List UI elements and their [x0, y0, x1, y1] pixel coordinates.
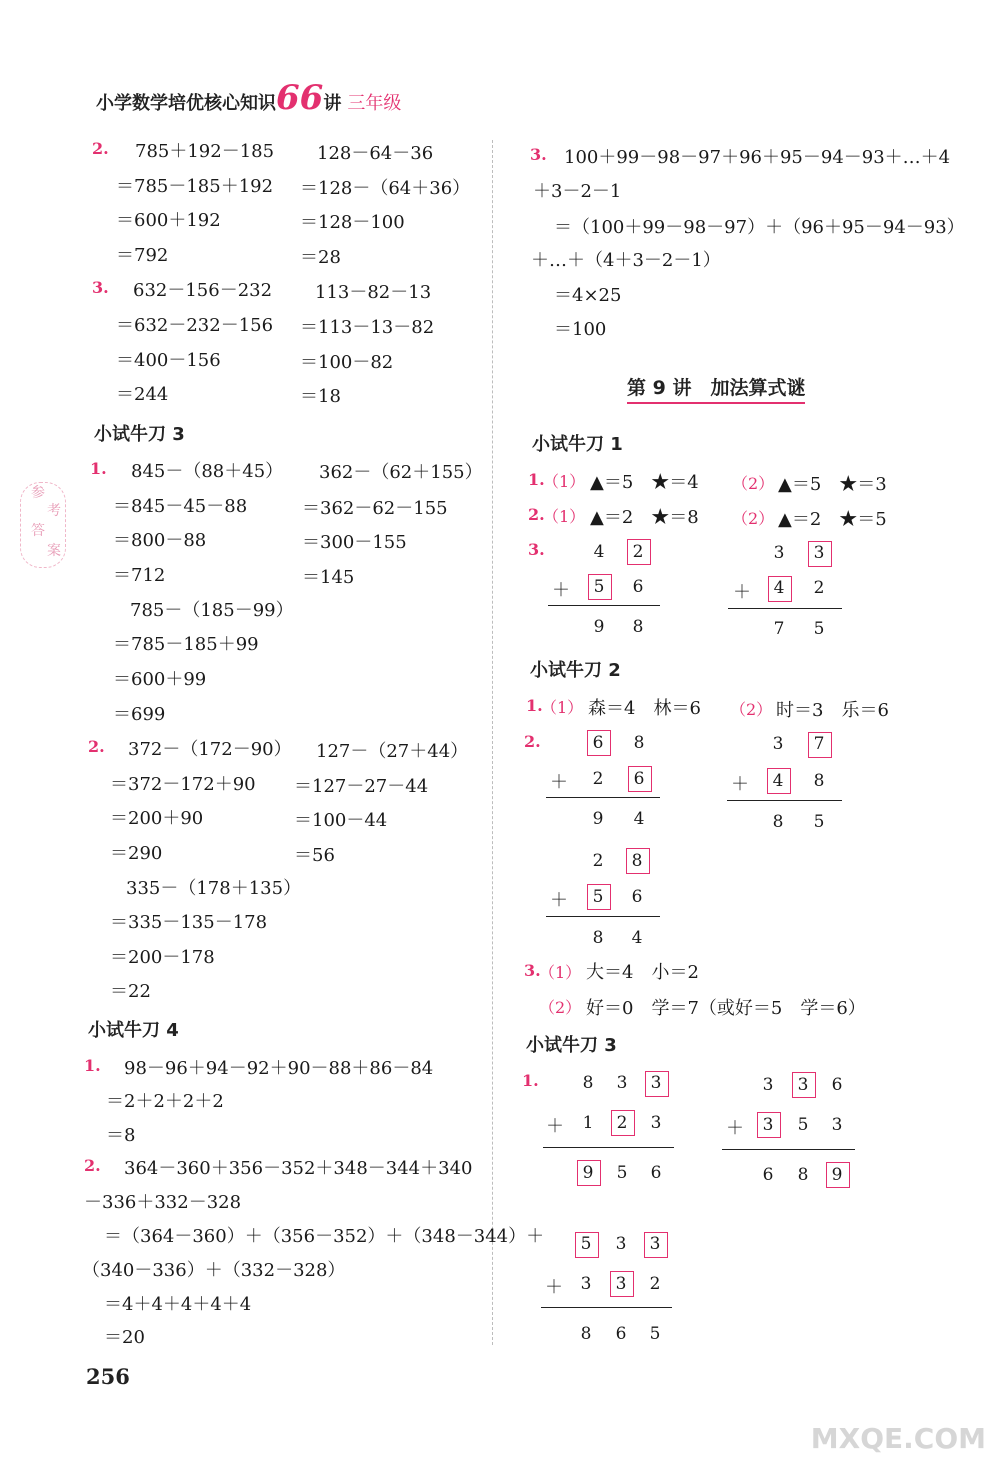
calc-line: ＝800－88 — [113, 530, 207, 551]
puzzle-digit: 6 — [831, 1075, 843, 1095]
puzzle-digit: 8 — [632, 617, 644, 637]
calc-line: 632－156－232 — [133, 280, 273, 301]
puzzle-digit: 3 — [615, 1274, 627, 1294]
puzzle-digit: 4 — [773, 578, 785, 598]
calc-line: ＝（364－360）＋（356－352）＋（348－344）＋ — [104, 1226, 545, 1247]
puzzle-digit: 8 — [772, 812, 784, 832]
book-header — [96, 78, 401, 118]
plus-sign: ＋ — [550, 890, 568, 911]
puzzle-digit: 2 — [592, 851, 604, 871]
calc-line: ＝400－156 — [116, 350, 221, 371]
calc-line: ＝300－155 — [302, 532, 407, 553]
sum-line — [541, 1307, 672, 1308]
puzzle-digit: 7 — [773, 619, 785, 639]
answer-text: ▲＝5 ★＝4 — [590, 472, 699, 493]
q3-number: 3. — [92, 278, 109, 297]
calc-line: ＝244 — [116, 384, 169, 405]
calc-line: 113－82－13 — [315, 282, 432, 303]
side-char-4: 案 — [47, 543, 61, 559]
header-grade: 三年级 — [347, 93, 402, 114]
side-char-2: 考 — [47, 503, 61, 519]
puzzle-digit: 9 — [593, 617, 605, 637]
part-label: （2） — [732, 474, 775, 493]
puzzle-digit: 3 — [650, 1073, 662, 1093]
calc-line: 98－96＋94－92＋90－88＋86－84 — [124, 1058, 434, 1079]
calc-line: ＝362－62－155 — [302, 498, 448, 519]
calc-line: ＝145 — [302, 567, 355, 588]
calc-line: 785－（185－99） — [130, 600, 294, 621]
calc-line: ＝200－178 — [110, 947, 215, 968]
puzzle-digit: 6 — [633, 769, 645, 789]
puzzle-digit: 3 — [762, 1075, 774, 1095]
q2-number: 2. — [88, 737, 105, 756]
calc-line: 372－（172－90） — [128, 739, 292, 760]
puzzle-digit: 3 — [650, 1113, 662, 1133]
answer-text: ▲＝5 ★＝3 — [778, 474, 887, 495]
q2-number: 2. — [92, 139, 109, 158]
calc-line: ＝600＋192 — [116, 210, 221, 231]
puzzle-digit: 4 — [633, 809, 645, 829]
header-title: 小学数学培优核心知识 — [96, 93, 276, 114]
puzzle-digit: 9 — [831, 1165, 843, 1185]
calc-line: ＝8 — [106, 1125, 136, 1146]
calc-line: ＝632－232－156 — [116, 315, 274, 336]
plus-sign: ＋ — [733, 582, 751, 603]
puzzle-digit: 3 — [615, 1234, 627, 1254]
puzzle-digit: 8 — [631, 851, 643, 871]
section-title: 小试牛刀 2 — [530, 660, 621, 681]
sum-line — [722, 1149, 855, 1150]
puzzle-digit: 5 — [592, 887, 604, 907]
puzzle-digit: 2 — [813, 578, 825, 598]
q1-number: 1. — [522, 1071, 539, 1090]
q2-number: 2. — [84, 1156, 101, 1175]
puzzle-digit: 2 — [649, 1274, 661, 1294]
answer-text: 森＝4 林＝6 — [588, 698, 701, 719]
puzzle-digit: 3 — [649, 1234, 661, 1254]
q3-number: 3. — [528, 540, 545, 559]
section-title: 小试牛刀 3 — [526, 1035, 617, 1056]
puzzle-digit: 5 — [813, 619, 825, 639]
q3-number: 3. — [530, 145, 547, 164]
sum-line — [543, 1147, 674, 1148]
calc-line: ＝22 — [110, 981, 151, 1002]
puzzle-digit: 7 — [813, 734, 825, 754]
q1-number: 1. — [84, 1056, 101, 1075]
puzzle-digit: 5 — [797, 1115, 809, 1135]
puzzle-digit: 5 — [580, 1234, 592, 1254]
part-label: （1） — [541, 698, 584, 717]
answer-text: ▲＝2 ★＝8 — [590, 507, 699, 528]
puzzle-digit: 4 — [593, 542, 605, 562]
calc-line: ＝（100＋99－98－97）＋（96＋95－94－93） — [554, 217, 965, 238]
watermark-text: MXQE.COM — [810, 1422, 986, 1455]
calc-line: 785＋192－185 — [135, 141, 275, 162]
section-title: 小试牛刀 4 — [88, 1020, 179, 1041]
part-label: （1） — [543, 507, 586, 526]
puzzle-digit: 5 — [616, 1163, 628, 1183]
calc-line: 364－360＋356－352＋348－344＋340 — [124, 1158, 473, 1179]
puzzle-digit: 5 — [593, 577, 605, 597]
section-title: 小试牛刀 3 — [94, 424, 185, 445]
calc-line: ＝18 — [300, 386, 341, 407]
puzzle-digit: 6 — [592, 733, 604, 753]
plus-sign: ＋ — [726, 1118, 744, 1139]
part-label: （1） — [539, 963, 582, 982]
answer-text: 好＝0 学＝7（或好＝5 学＝6） — [586, 998, 866, 1019]
q2-number: 2. — [528, 505, 545, 524]
calc-line: ＋…＋（4＋3－2－1） — [531, 250, 721, 271]
puzzle-digit: 6 — [632, 577, 644, 597]
calc-line: ＝2＋2＋2＋2 — [106, 1091, 224, 1112]
page-number: 256 — [86, 1364, 130, 1389]
part-label: （1） — [543, 472, 586, 491]
part-label: （2） — [539, 998, 582, 1017]
q1-number: 1. — [526, 696, 543, 715]
puzzle-digit: 5 — [813, 812, 825, 832]
sum-line — [548, 605, 660, 606]
puzzle-digit: 9 — [582, 1163, 594, 1183]
plus-sign: ＋ — [552, 580, 570, 601]
sum-line — [728, 608, 842, 609]
side-char-3: 答 — [31, 523, 45, 539]
answers-side-tab — [20, 482, 66, 568]
puzzle-digit: 6 — [650, 1163, 662, 1183]
calc-line: ＝200＋90 — [110, 808, 204, 829]
puzzle-digit: 8 — [592, 928, 604, 948]
plus-sign: ＋ — [731, 774, 749, 795]
q3-number: 3. — [524, 961, 541, 980]
puzzle-digit: 6 — [631, 887, 643, 907]
puzzle-digit: 3 — [797, 1075, 809, 1095]
sum-line — [546, 916, 660, 917]
calc-line: ＝113－13－82 — [300, 317, 435, 338]
puzzle-digit: 3 — [813, 543, 825, 563]
sum-line — [727, 800, 842, 801]
calc-line: （340－336）＋（332－328） — [82, 1260, 346, 1281]
calc-line: 335－（178＋135） — [126, 878, 302, 899]
calc-line: 362－（62＋155） — [319, 462, 483, 483]
calc-line: ＝127－27－44 — [294, 776, 429, 797]
header-suffix: 讲 — [323, 93, 342, 114]
lecture-title: 第 9 讲 加法算式谜 — [627, 373, 805, 404]
plus-sign: ＋ — [550, 772, 568, 793]
puzzle-digit: 8 — [633, 733, 645, 753]
puzzle-digit: 6 — [762, 1165, 774, 1185]
calc-line: 128－64－36 — [317, 143, 434, 164]
calc-line: －336＋332－328 — [84, 1192, 242, 1213]
calc-line: 127－（27＋44） — [316, 741, 469, 762]
puzzle-digit: 2 — [592, 769, 604, 789]
q1-number: 1. — [90, 459, 107, 478]
puzzle-digit: 6 — [615, 1324, 627, 1344]
calc-line: ＝20 — [104, 1327, 145, 1348]
answer-text: 时＝3 乐＝6 — [776, 700, 889, 721]
calc-line: 845－（88＋45） — [131, 461, 284, 482]
header-number: 66 — [276, 78, 324, 118]
puzzle-digit: 9 — [592, 809, 604, 829]
calc-line: ＝845－45－88 — [113, 496, 248, 517]
calc-line: ＝100－82 — [300, 352, 394, 373]
puzzle-digit: 3 — [831, 1115, 843, 1135]
calc-line: 100＋99－98－97＋96＋95－94－93＋…＋4 — [564, 147, 951, 168]
puzzle-digit: 3 — [580, 1274, 592, 1294]
puzzle-digit: 5 — [649, 1324, 661, 1344]
calc-line: ＝290 — [110, 843, 163, 864]
part-label: （2） — [730, 700, 773, 719]
calc-line: ＝100 — [554, 319, 607, 340]
puzzle-digit: 2 — [632, 542, 644, 562]
puzzle-digit: 3 — [773, 543, 785, 563]
puzzle-digit: 3 — [616, 1073, 628, 1093]
q2-number: 2. — [524, 732, 541, 751]
calc-line: ＝699 — [113, 704, 166, 725]
section-title: 小试牛刀 1 — [532, 434, 623, 455]
calc-line: ＝335－135－178 — [110, 912, 268, 933]
calc-line: ＝4×25 — [554, 285, 622, 306]
plus-sign: ＋ — [546, 1116, 564, 1137]
puzzle-digit: 3 — [772, 734, 784, 754]
calc-line: ＝712 — [113, 565, 166, 586]
calc-line: ＝785－185＋99 — [113, 634, 259, 655]
calc-line: ＝785－185＋192 — [116, 176, 274, 197]
calc-line: ＝56 — [294, 845, 335, 866]
calc-line: ＝792 — [116, 245, 169, 266]
puzzle-digit: 8 — [797, 1165, 809, 1185]
plus-sign: ＋ — [545, 1277, 563, 1298]
sum-line — [546, 797, 660, 798]
puzzle-digit: 8 — [580, 1324, 592, 1344]
puzzle-digit: 2 — [616, 1113, 628, 1133]
calc-line: ＝372－172＋90 — [110, 774, 256, 795]
part-label: （2） — [732, 509, 775, 528]
calc-line: ＋3－2－1 — [533, 181, 622, 202]
puzzle-digit: 4 — [772, 771, 784, 791]
calc-line: ＝600＋99 — [113, 669, 207, 690]
calc-line: ＝128－（64＋36） — [300, 178, 471, 199]
column-divider — [492, 140, 493, 1345]
answer-text: ▲＝2 ★＝5 — [778, 509, 887, 530]
calc-line: ＝128－100 — [300, 212, 405, 233]
puzzle-digit: 4 — [631, 928, 643, 948]
puzzle-digit: 3 — [762, 1115, 774, 1135]
calc-line: ＝28 — [300, 247, 341, 268]
calc-line: ＝100－44 — [294, 810, 388, 831]
puzzle-digit: 8 — [582, 1073, 594, 1093]
calc-line: ＝4＋4＋4＋4＋4 — [104, 1294, 252, 1315]
side-char-1: 参 — [31, 485, 45, 501]
puzzle-digit: 8 — [813, 771, 825, 791]
answer-text: 大＝4 小＝2 — [586, 962, 699, 983]
q1-number: 1. — [528, 470, 545, 489]
puzzle-digit: 1 — [582, 1113, 594, 1133]
